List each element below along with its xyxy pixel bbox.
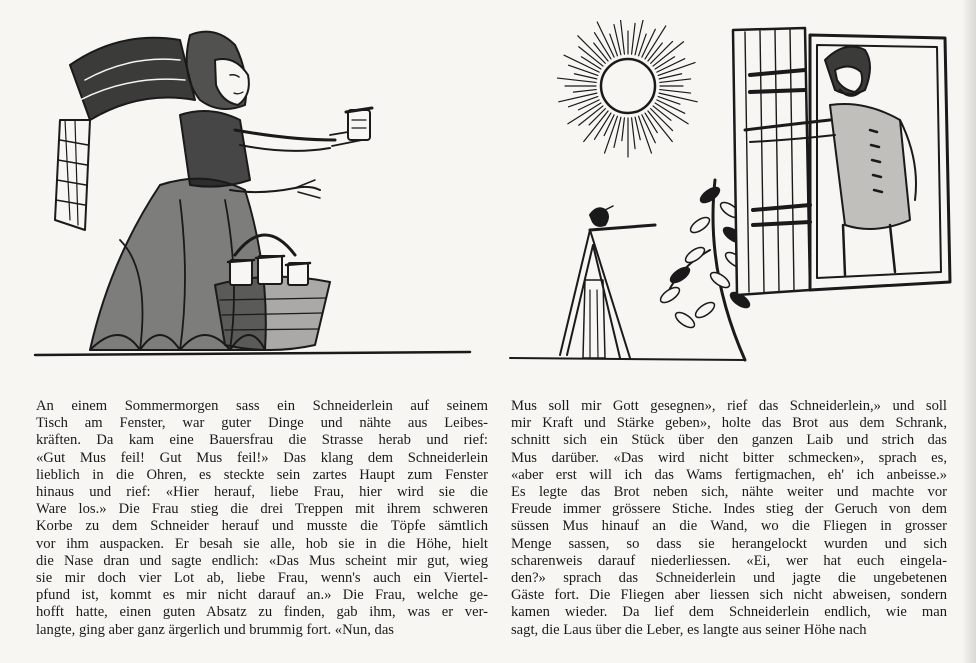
text-line: An einem Sommermorgen sass ein Schneiderlein auf seinem xyxy=(36,398,488,414)
illustration-peasant-woman xyxy=(30,20,480,380)
text-line: scharenweis darauf niederliessen. «Ei, wer hat euch eingela- xyxy=(511,552,947,569)
text-line: süssen Mus hinauf an die Wand, wo die Fliegen in grosser xyxy=(511,518,947,535)
text-line: Menge sassen, so dass sie herangelockt wurden und sich xyxy=(511,535,947,552)
text-line: langte, ging aber ganz ärgerlich und brummig fort. «Nun, das xyxy=(36,621,394,638)
text-line: die Nase dran und sagte endlich: «Das Mus scheint mir gut, wieg xyxy=(36,552,488,569)
text-line: Ware los.» Die Frau stieg die drei Treppen mit ihrem schweren xyxy=(36,501,488,518)
text-line: Gäste fort. Die Fliegen aber liessen sich nicht abweisen, sondern xyxy=(511,587,947,604)
page-edge-shadow xyxy=(962,0,976,663)
illustration-tailor-window xyxy=(505,20,965,380)
text-column-right xyxy=(511,398,947,639)
text-line: vor ihm auspacken. Er besah sie alle, hob sie in die Höhe, hielt xyxy=(36,535,488,552)
text-line: pfund ist, kommt es mir nicht darauf an.» Die Frau, welche ge- xyxy=(36,587,488,604)
text-line: schnitt sich ein Stück über den ganzen Laib und strich das xyxy=(511,432,947,449)
sun xyxy=(557,20,697,157)
text-line: Tisch am Fenster, war guter Dinge und nähte aus Leibes- xyxy=(36,415,488,432)
text-line: Mus soll mir Gott gesegnen», rief das Schneiderlein,» und soll xyxy=(511,398,947,414)
text-line: Freude immer grössere Stiche. Indes stieg der Geruch von dem xyxy=(511,501,947,518)
text-line: hofft hatte, einen guten Absatz zu finden, gab ihm, was er ver- xyxy=(36,604,488,621)
text-column-left xyxy=(36,398,488,639)
text-line: den?» sprach das Schneiderlein und jagte die ungebetenen xyxy=(511,570,947,587)
house-roof xyxy=(560,206,655,358)
text-line: Mus darüber. «Das wird nicht bitter schmecken», sprach es, xyxy=(511,449,947,466)
text-line: kräften. Da kam eine Bauersfrau die Strasse herab und rief: xyxy=(36,432,488,449)
text-line: Korbe zu dem Schneider herauf und musste die Töpfe sämtlich xyxy=(36,518,488,535)
text-line: «aber erst will ich das Wams fertigmachen, eh' ich anbeisse.» xyxy=(511,466,947,483)
text-line: sagt, die Laus über die Leber, es langte aus seiner Höhe nach xyxy=(511,621,867,638)
text-line: kamen wieder. Da lief dem Schneiderlein endlich, wie man xyxy=(511,604,947,621)
text-line: hinaus und rief: «Hier herauf, liebe Frau, hier wird sie die xyxy=(36,484,488,501)
text-line: Es legte das Brot neben sich, nähte weiter und machte vor xyxy=(511,484,947,501)
text-line: sie mir doch vier Lot ab, liebe Frau, wenn's auch ein Viertel- xyxy=(36,570,488,587)
window-shutter xyxy=(733,28,810,295)
text-line: mir Kraft und Stärke geben», holte das Brot aus dem Schrank, xyxy=(511,415,947,432)
text-line: «Gut Mus feil! Gut Mus feil!» Das klang dem Schneiderlein xyxy=(36,449,488,466)
text-line: lieblich in die Ohren, es steckte sein zartes Haupt zum Fenster xyxy=(36,466,488,483)
